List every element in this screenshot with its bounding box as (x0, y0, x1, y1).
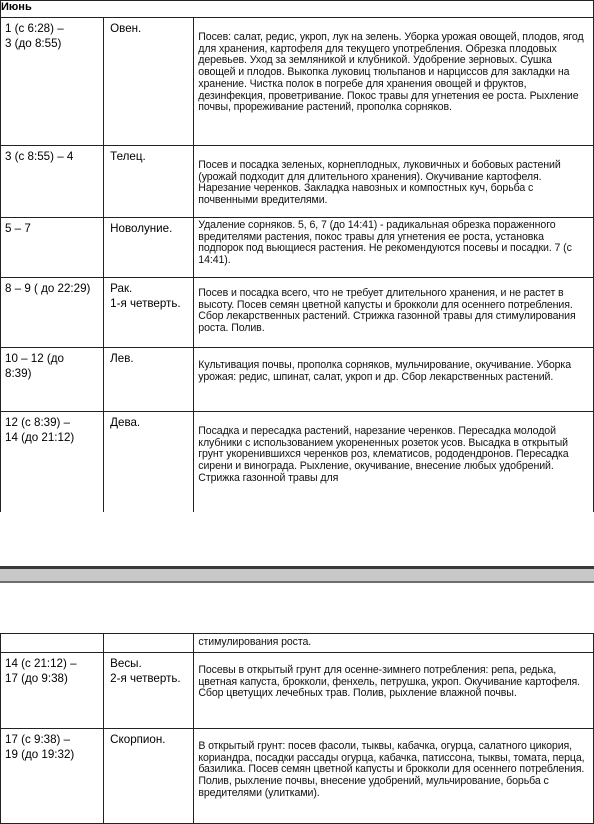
work-description: Посев: салат, редис, укроп, лук на зелень. Уборка урожая овощей, плодов, ягод для хранения, картофеля для текущего употребления. Обрезка плодовых деревьев. Уход за земляникой и клубникой. Удобрение зерновых. Сушка овощей и плодов. Выкопка луковиц тюльпанов и нарциссов для закладки на хранение. Чистка полок в погребе для хранения овощей и фруктов, дезинфекция, проветривание. Покос травы для угнетения ее роста. Рыхление почвы, прореживание растений, прополка сорняков. (198, 31, 584, 114)
table-row (1, 348, 594, 412)
work-cell (194, 653, 594, 729)
sign-cell (104, 348, 194, 412)
date-cell (1, 18, 104, 146)
work-cell (194, 218, 594, 278)
sign-cell (104, 146, 194, 218)
date-cell (1, 146, 104, 218)
page-2 (0, 583, 594, 819)
date-range: 12 (с 8:39) – 14 (до 21:12) (5, 416, 75, 444)
zodiac-sign: Телец. (110, 150, 146, 163)
work-description: Посадка и пересадка растений, нарезание черенков. Пересадка молодой клубники с использованием укорененных розеток усов. Высадка в открытый грунт укоренившихся черенков роз, клематисов, рододендронов. Пересадка сирени и винограда. Рыхление, окучивание, внесение любых удобрений. Стрижка газонной травы для (198, 425, 569, 484)
work-cell (194, 18, 594, 146)
sign-cell (104, 653, 194, 729)
sign-cell (104, 18, 194, 146)
work-cell (194, 412, 594, 512)
work-description: Посевы в открытый грунт для осенне-зимнего потребления: репа, редька, цветная капуста, брокколи, фенхель, петрушка, укроп. Окучивание картофеля. Сбор цветущих лечебных трав. Полив, рыхление влажной почвы. (198, 664, 581, 700)
sign-cell (104, 278, 194, 348)
work-cell (194, 634, 594, 653)
work-cell (194, 729, 594, 824)
work-cell (194, 278, 594, 348)
date-cell (1, 412, 104, 512)
zodiac-sign: Новолуние. (110, 222, 173, 235)
date-range: 5 – 7 (5, 222, 31, 235)
sign-cell (104, 729, 194, 824)
zodiac-sign: Лев. (110, 352, 134, 365)
table-row (1, 634, 594, 653)
table-row (1, 146, 594, 218)
date-range: 10 – 12 (до 8:39) (5, 352, 64, 380)
table-row (1, 218, 594, 278)
date-range: 8 – 9 ( до 22:29) (5, 282, 91, 295)
sign-cell (104, 218, 194, 278)
work-description: Культивация почвы, прополка сорняков, мульчирование, окучивание. Уборка урожая: редис, шпинат, салат, укроп и др. Сбор лекарственных растений. (198, 359, 571, 383)
table-row (1, 412, 594, 512)
work-description: Удаление сорняков. 5, 6, 7 (до 14:41) - радикальная обрезка пораженного вредителями растения, покос травы для угнетения ее роста, установка подпорок под вьющиеся растения. Не рекомендуются посевы и посадки. 7 (с 14:41). (198, 219, 572, 267)
date-cell (1, 653, 104, 729)
date-range: 3 (с 8:55) – 4 (5, 150, 74, 163)
date-range: 14 (с 21:12) – 17 (до 9:38) (5, 657, 77, 685)
sign-cell (104, 634, 194, 653)
zodiac-sign: Дева. (110, 416, 141, 429)
work-description: Посев и посадка зеленых, корнеплодных, луковичных и бобовых растений (урожай подходит для длительного хранения). Окучивание картофеля. Нарезание черенков. Закладка навозных и компостных куч, борьба с почвенными вредителями. (198, 159, 561, 207)
zodiac-sign: Рак. 1-я четверть. (110, 282, 181, 310)
zodiac-sign: Весы. 2-я четверть. (110, 657, 181, 685)
date-range: 1 (с 6:28) – 3 (до 8:55) (5, 22, 64, 50)
date-range: 17 (с 9:38) – 19 (до 19:32) (5, 733, 75, 761)
zodiac-sign: Скорпион. (110, 733, 166, 746)
month-header-row (1, 1, 594, 18)
table-row (1, 729, 594, 824)
table-row (1, 18, 594, 146)
work-cell (194, 348, 594, 412)
month-title: Июнь (1, 1, 594, 18)
date-cell (1, 634, 104, 653)
zodiac-sign: Овен. (110, 22, 142, 35)
work-description-continued: стимулирования роста. (198, 636, 312, 648)
table-row (1, 653, 594, 729)
date-cell (1, 348, 104, 412)
work-cell (194, 146, 594, 218)
date-cell (1, 729, 104, 824)
date-cell (1, 278, 104, 348)
work-description: Посев и посадка всего, что не требует длительного хранения, и не растет в высоту. Посев семян цветной капусты и брокколи для осеннего потребления. Сбор лекарственных растений. Стрижка газонной травы для стимулирования роста. Полив. (198, 287, 576, 335)
work-description: В открытый грунт: посев фасоли, тыквы, кабачка, огурца, салатного цикория, кориандра, посадки рассады огурца, кабачка, патиссона, тыквы, томата, перца, базилика. Посев семян цветной капусты и брокколи для осеннего потребления. Полив, рыхление почвы, внесение удобрений, мульчирование, борьба с вредителями (улитками). (198, 740, 585, 799)
calendar-table-page-2 (0, 633, 594, 824)
sign-cell (104, 412, 194, 512)
date-cell (1, 218, 104, 278)
table-row (1, 278, 594, 348)
